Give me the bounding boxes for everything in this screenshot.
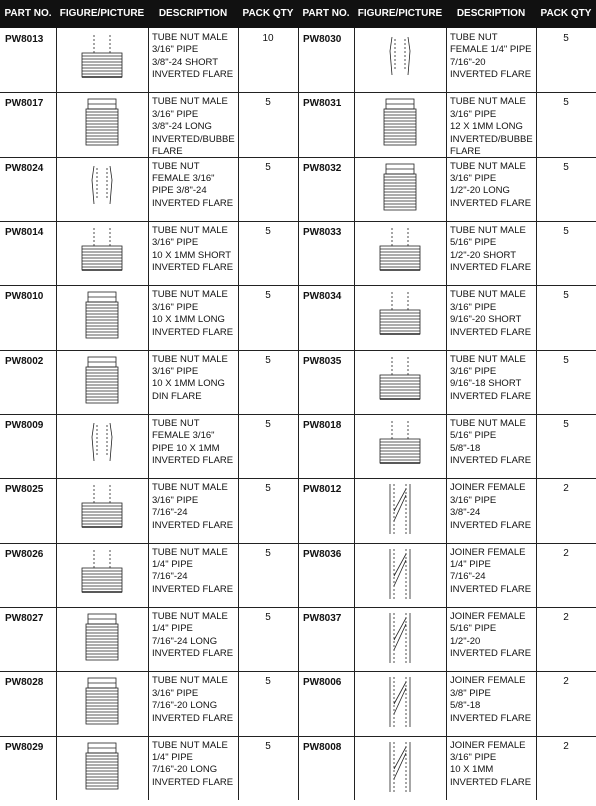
part-figure (354, 739, 446, 799)
part-description: TUBE NUT MALE 3/16" PIPE 10 X 1MM LONG DIN FLARE (152, 353, 228, 402)
pack-quantity: 5 (563, 225, 569, 237)
part-description: TUBE NUT MALE 3/16" PIPE 1/2"-20 LONG INVERTED FLARE (450, 160, 532, 209)
part-description: JOINER FEMALE 3/16" PIPE 3/8"-24 INVERTED FLARE (450, 482, 532, 531)
part-figure (56, 95, 148, 155)
part-number: PW8018 (303, 419, 342, 431)
part-figure (354, 95, 446, 155)
part-figure (56, 481, 148, 541)
part-figure (56, 739, 148, 799)
row-divider (0, 671, 596, 672)
part-figure (354, 160, 446, 220)
part-description: TUBE NUT MALE 3/16" PIPE 7/16"-24 INVERTED FLARE (152, 482, 234, 531)
pack-quantity: 5 (265, 161, 271, 173)
part-number: PW8035 (303, 355, 342, 367)
pack-quantity: 5 (265, 676, 271, 688)
part-number: PW8037 (303, 612, 342, 624)
long-male-tube-nut-icon (56, 353, 148, 409)
short-male-tube-nut-icon (56, 224, 148, 280)
part-number: PW8032 (303, 162, 342, 174)
part-description: TUBE NUT FEMALE 3/16" PIPE 3/8"-24 INVERTED FLARE (152, 160, 234, 209)
part-figure (56, 610, 148, 670)
part-number: PW8025 (5, 484, 44, 496)
long-male-tube-nut-icon (56, 739, 148, 795)
header-description: DESCRIPTION (456, 8, 526, 19)
part-description: TUBE NUT MALE 5/16" PIPE 5/8"-18 INVERTED FLARE (450, 417, 532, 467)
pack-quantity: 5 (265, 225, 271, 237)
female-tube-nut-icon (354, 31, 446, 87)
part-figure (354, 288, 446, 348)
part-description: TUBE NUT FEMALE 1/4" PIPE 7/16"-20 INVERTED FLARE (450, 32, 532, 81)
part-figure (56, 160, 148, 220)
part-number: PW8036 (303, 548, 342, 560)
row-divider (0, 92, 596, 93)
part-number: PW8027 (5, 612, 44, 624)
part-number: PW8017 (5, 98, 44, 110)
pack-quantity: 5 (563, 33, 569, 44)
part-number: PW8031 (303, 98, 342, 110)
part-description: TUBE NUT MALE 3/16" PIPE 9/16"-20 SHORT INVERTED FLARE (450, 289, 532, 338)
pack-quantity: 2 (563, 611, 569, 623)
long-male-tube-nut-icon (56, 95, 148, 151)
part-number: PW8008 (303, 741, 342, 753)
part-number: PW8030 (303, 34, 342, 45)
part-description: TUBE NUT MALE 3/16" PIPE 10 X 1MM LONG INVERTED FLARE (152, 289, 234, 338)
part-number: PW8002 (5, 355, 44, 367)
part-number: PW8010 (5, 291, 44, 303)
long-male-tube-nut-icon (354, 95, 446, 151)
pack-quantity: 5 (265, 354, 271, 366)
part-description: JOINER FEMALE 5/16" PIPE 1/2"-20 INVERTED FLARE (450, 610, 532, 660)
part-figure (354, 546, 446, 606)
part-figure (354, 224, 446, 284)
short-male-tube-nut-icon (56, 481, 148, 537)
header-pack-qty: PACK QTY (540, 8, 592, 19)
part-number: PW8026 (5, 548, 44, 560)
pack-quantity: 5 (563, 290, 569, 302)
pack-quantity: 5 (265, 97, 271, 109)
part-description: TUBE NUT MALE 3/16" PIPE 12 X 1MM LONG INVERTED/BUBBE FLARE (450, 96, 533, 157)
pack-quantity: 5 (265, 611, 271, 623)
row-divider (0, 221, 596, 222)
pack-quantity: 5 (265, 418, 271, 430)
row-divider (0, 736, 596, 737)
row-divider (0, 157, 596, 158)
header-pack-qty: PACK QTY (242, 8, 294, 19)
pack-quantity: 5 (563, 354, 569, 366)
short-male-tube-nut-icon (354, 353, 446, 409)
row-divider (0, 414, 596, 415)
part-figure (56, 31, 148, 91)
part-number: PW8006 (303, 677, 342, 689)
part-figure (354, 481, 446, 541)
part-description: TUBE NUT MALE 3/16" PIPE 3/8"-24 LONG INVERTED/BUBBE FLARE (152, 96, 235, 157)
part-number: PW8009 (5, 419, 44, 431)
part-description: TUBE NUT MALE 1/4" PIPE 7/16"-24 LONG INVERTED FLARE (152, 610, 234, 660)
row-divider (0, 543, 596, 544)
female-joiner-icon (354, 610, 446, 666)
part-number: PW8014 (5, 226, 44, 238)
pack-quantity: 2 (563, 483, 569, 495)
header-figure: FIGURE/PICTURE (59, 8, 145, 19)
female-joiner-icon (354, 739, 446, 795)
table-header (0, 0, 596, 28)
part-number: PW8012 (303, 484, 342, 496)
pack-quantity: 5 (265, 483, 271, 495)
short-male-tube-nut-icon (354, 224, 446, 280)
pack-quantity: 10 (262, 33, 274, 44)
row-divider (0, 607, 596, 608)
pack-quantity: 2 (563, 740, 569, 752)
part-description: TUBE NUT MALE 3/16" PIPE 9/16"-18 SHORT INVERTED FLARE (450, 353, 532, 402)
part-description: TUBE NUT FEMALE 3/16" PIPE 10 X 1MM INVERTED FLARE (152, 417, 234, 467)
female-tube-nut-icon (56, 160, 148, 216)
part-figure (56, 417, 148, 477)
header-figure: FIGURE/PICTURE (357, 8, 443, 19)
pack-quantity: 2 (563, 676, 569, 688)
part-figure (56, 224, 148, 284)
female-joiner-icon (354, 546, 446, 602)
part-figure (354, 31, 446, 91)
part-number: PW8024 (5, 162, 44, 174)
part-figure (56, 546, 148, 606)
pack-quantity: 5 (563, 418, 569, 430)
part-number: PW8028 (5, 677, 44, 689)
long-male-tube-nut-icon (354, 160, 446, 216)
row-divider (0, 350, 596, 351)
part-figure (56, 353, 148, 413)
female-joiner-icon (354, 674, 446, 730)
part-number: PW8013 (5, 34, 44, 45)
part-figure (354, 610, 446, 670)
part-number: PW8033 (303, 226, 342, 238)
header-part-no: PART NO. (302, 8, 350, 19)
part-description: TUBE NUT MALE 1/4" PIPE 7/16"-24 INVERTED FLARE (152, 546, 234, 595)
long-male-tube-nut-icon (56, 674, 148, 730)
long-male-tube-nut-icon (56, 288, 148, 344)
row-divider (0, 285, 596, 286)
short-male-tube-nut-icon (354, 288, 446, 344)
part-figure (354, 353, 446, 413)
part-description: TUBE NUT MALE 3/16" PIPE 10 X 1MM SHORT INVERTED FLARE (152, 224, 234, 274)
part-description: JOINER FEMALE 1/4" PIPE 7/16"-24 INVERTED FLARE (450, 546, 532, 595)
part-figure (354, 674, 446, 734)
row-divider (0, 478, 596, 479)
part-description: TUBE NUT MALE 3/16" PIPE 7/16"-20 LONG INVERTED FLARE (152, 675, 234, 724)
pack-quantity: 5 (563, 161, 569, 173)
pack-quantity: 5 (563, 97, 569, 109)
part-description: JOINER FEMALE 3/8" PIPE 5/8"-18 INVERTED FLARE (450, 675, 532, 724)
part-figure (354, 417, 446, 477)
part-figure (56, 674, 148, 734)
pack-quantity: 2 (563, 547, 569, 559)
short-male-tube-nut-icon (56, 546, 148, 602)
part-number: PW8034 (303, 291, 342, 303)
long-male-tube-nut-icon (56, 610, 148, 666)
short-male-tube-nut-icon (354, 417, 446, 473)
part-description: TUBE NUT MALE 5/16" PIPE 1/2"-20 SHORT INVERTED FLARE (450, 224, 532, 274)
female-tube-nut-icon (56, 417, 148, 473)
part-description: JOINER FEMALE 3/16" PIPE 10 X 1MM INVERTED FLARE (450, 739, 532, 788)
female-joiner-icon (354, 481, 446, 537)
part-description: TUBE NUT MALE 1/4" PIPE 7/16"-20 LONG INVERTED FLARE (152, 739, 234, 788)
short-male-tube-nut-icon (56, 31, 148, 87)
header-description: DESCRIPTION (158, 8, 228, 19)
pack-quantity: 5 (265, 740, 271, 752)
header-part-no: PART NO. (4, 8, 52, 19)
pack-quantity: 5 (265, 290, 271, 302)
part-number: PW8029 (5, 741, 44, 753)
part-figure (56, 288, 148, 348)
pack-quantity: 5 (265, 547, 271, 559)
part-description: TUBE NUT MALE 3/16" PIPE 3/8"-24 SHORT INVERTED FLARE (152, 32, 234, 81)
